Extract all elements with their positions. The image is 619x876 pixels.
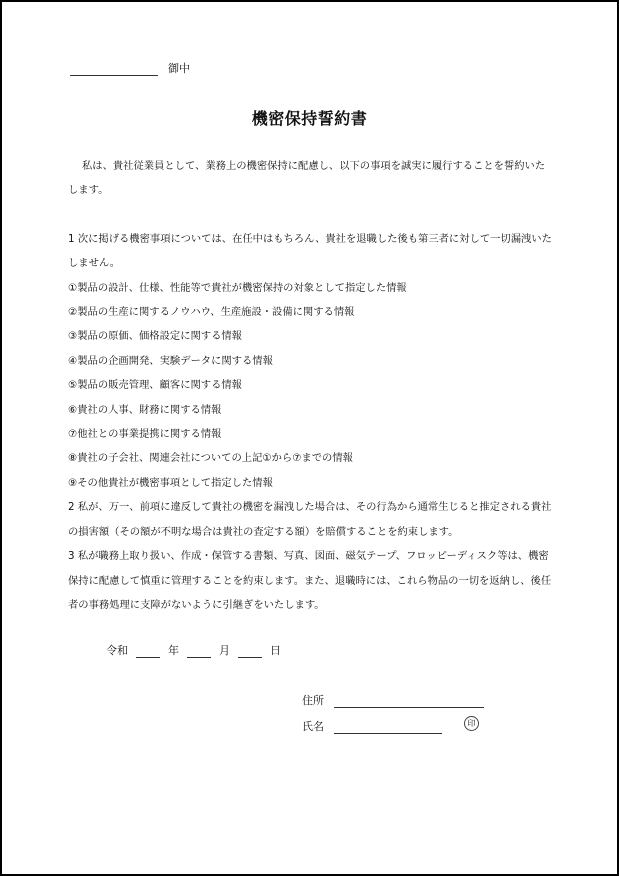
list-item: ①製品の設計、仕様、性能等で貴社が機密保持の対象として指定した情報 [68,281,407,294]
list-item: ⑧貴社の子会社、関連会社についての上記①から⑦までの情報 [68,452,353,465]
document-title: 機密保持誓約書 [251,109,368,128]
addressee [70,60,190,76]
name-blank-line[interactable] [334,721,442,734]
addressee-blank-line [70,75,158,76]
list-item: ③製品の原価、価格設定に関する情報 [68,330,242,343]
intro-paragraph: 私は、貴社従業員として、業務上の機密保持に配慮し、以下の事項を誠実に履行することを誓約いたします。 [68,160,546,197]
document-body [68,154,554,617]
clause-2: 2 私が、万一、前項に違反して貴社の機密を漏洩した場合は、その行為から通常生じると推定される貴社の損害額（その額が不明な場合は貴社の査定する額）を賠償することを約束します。 [68,501,552,538]
month-blank[interactable] [187,645,211,658]
date-day-label: 日 [270,644,281,657]
address-row [302,692,484,708]
list-item: ⑤製品の販売管理、顧客に関する情報 [68,379,242,392]
name-label: 氏名 [302,720,324,733]
day-blank[interactable] [238,645,262,658]
date-month-label: 月 [219,644,230,657]
list-item: ④製品の企画開発、実験データに関する情報 [68,354,273,367]
year-blank[interactable] [136,645,160,658]
name-row [302,718,442,734]
clause-3: 3 私が職務上取り扱い、作成・保管する書類、写真、図面、磁気テープ、フロッピーディスク等は、機密保持に配慮して慎重に管理することを約束します。また、退職時には、これら物品の一切を返納し、後任者の事務処理に支障がないように引継ぎをいたします。 [68,550,552,611]
list-item: ⑨その他貴社が機密事項として指定した情報 [68,476,273,489]
date-year-label: 年 [168,644,179,657]
addressee-suffix: 御中 [168,62,190,75]
date-era: 令和 [106,644,128,657]
date-line [106,642,281,658]
clause-1: 1 次に掲げる機密事項については、在任中はもちろん、貴社を退職した後も第三者に対して一切漏洩いたしません。 [68,232,552,270]
list-item: ②製品の生産に関するノウハウ、生産施設・設備に関する情報 [68,306,355,319]
list-item: ⑦他社との事業提携に関する情報 [68,428,222,441]
list-item: ⑥貴社の人事、財務に関する情報 [68,403,222,416]
address-blank-line[interactable] [334,695,484,708]
address-label: 住所 [302,694,324,707]
seal-icon: 印 [464,716,479,731]
paragraph-spacer [68,203,554,227]
